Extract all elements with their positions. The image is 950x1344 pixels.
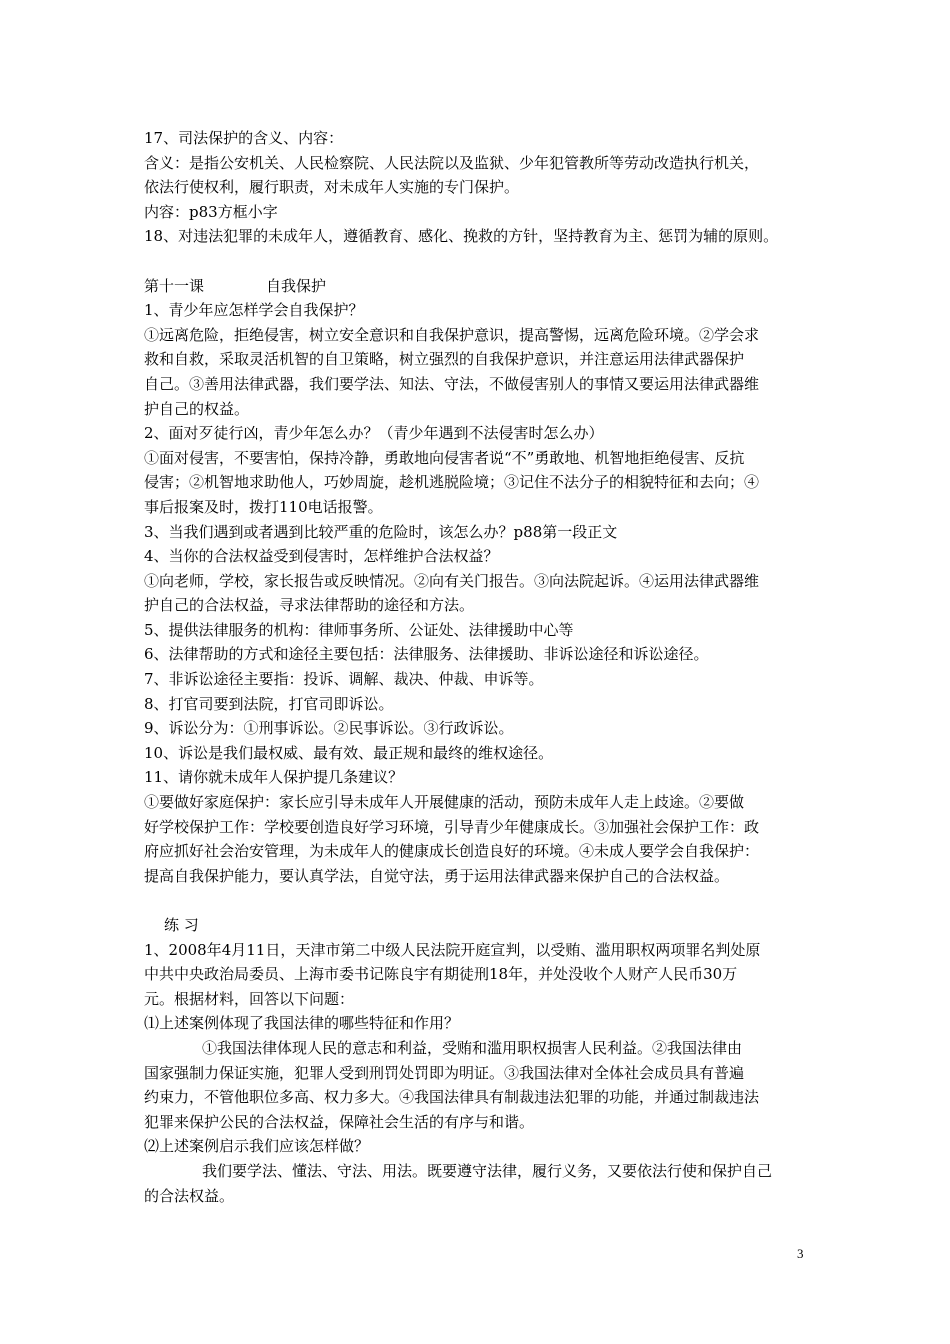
exercise-answer-2-line: 我们要学法、懂法、守法、用法。既要遵守法律，履行义务，又要依法行使和保护自己 [202, 1161, 773, 1180]
exercise-subquestion-2: ⑵上述案例启示我们应该怎样做？ [144, 1137, 370, 1156]
exercise-answer-1-line: 约束力，不管他职位多高、权力多大。④我国法律具有制裁违法犯罪的功能，并通过制裁违法 [144, 1088, 760, 1107]
exercise-answer-1-line: 犯罪来保护公民的合法权益，保障社会生活的有序与和谐。 [144, 1112, 535, 1131]
question-8: 8、打官司要到法院，打官司即诉讼。 [144, 694, 394, 713]
exercise-heading: 练 习 [164, 916, 199, 934]
exercise-material-line: 1、2008年4月11日，天津市第二中级人民法院开庭宣判，以受贿、滥用职权两项罪名判处原 [144, 940, 761, 959]
lesson-number: 第十一课 [144, 276, 205, 295]
question-5: 5、提供法律服务的机构：律师事务所、公证处、法律援助中心等 [144, 620, 574, 639]
blank-line [144, 888, 814, 913]
answer-1-line: 救和自救，采取灵活机智的自卫策略，树立强烈的自我保护意识，并注意运用法律武器保护 [144, 350, 745, 369]
question-6: 6、法律帮助的方式和途径主要包括：法律服务、法律援助、非诉讼途径和诉讼途径。 [144, 645, 709, 664]
exercise-answer-1-line: ①我国法律体现人民的意志和利益，受贿和滥用职权损害人民利益。②我国法律由 [202, 1038, 743, 1057]
answer-11-line: ①要做好家庭保护：家长应引导未成年人开展健康的活动，预防未成年人走上歧途。②要做 [144, 793, 745, 812]
question-1: 1、青少年应怎样学会自我保护？ [144, 301, 364, 320]
answer-2-line: 侵害；②机智地求助他人，巧妙周旋，趁机逃脱险境；③记住不法分子的相貌特征和去向；④ [144, 473, 760, 492]
question-9: 9、诉讼分为：①刑事诉讼。②民事诉讼。③行政诉讼。 [144, 719, 514, 738]
answer-1-line: ①远离危险，拒绝侵害，树立安全意识和自我保护意识，提高警惕，远离危险环境。②学会求 [144, 325, 760, 344]
section-17-content: 内容：p83方框小字 [144, 202, 278, 221]
answer-4-line: ①向老师，学校，家长报告或反映情况。②向有关门报告。③向法院起诉。④运用法律武器维 [144, 571, 760, 590]
answer-11-line: 府应抓好社会治安管理，为未成年人的健康成长创造良好的环境。④未成人要学会自我保护： [144, 842, 760, 861]
exercise-material-line: 中共中央政治局委员、上海市委书记陈良宇有期徒刑18年，并处没收个人财产人民币30万 [144, 965, 738, 984]
answer-2-line: 事后报案及时，拨打110电话报警。 [144, 497, 383, 516]
answer-2-line: ①面对侵害，不要害怕，保持冷静，勇敢地向侵害者说“不”勇敢地、机智地拒绝侵害、反抗 [144, 448, 745, 467]
answer-4-line: 护自己的合法权益，寻求法律帮助的途径和方法。 [144, 596, 475, 615]
exercise-subquestion-1: ⑴上述案例体现了我国法律的哪些特征和作用？ [144, 1014, 460, 1033]
section-17-meaning-line-2: 依法行使权利，履行职责，对未成年人实施的专门保护。 [144, 178, 520, 197]
section-17-meaning-line-1: 含义：是指公安机关、人民检察院、人民法院以及监狱、少年犯管教所等劳动改造执行机关， [144, 153, 760, 172]
page-number: 3 [797, 1246, 804, 1261]
exercise-material-line: 元。根据材料，回答以下问题： [144, 989, 355, 1008]
question-10: 10、诉讼是我们最权威、最有效、最正规和最终的维权途径。 [144, 743, 554, 762]
question-2: 2、面对歹徒行凶，青少年怎么办？（青少年遇到不法侵害时怎么办） [144, 424, 604, 443]
answer-1-line: 护自己的权益。 [144, 399, 250, 418]
blank-line [144, 249, 814, 274]
answer-11-line: 提高自我保护能力，要认真学法，自觉守法，勇于运用法律武器来保护自己的合法权益。 [144, 866, 730, 885]
question-4: 4、当你的合法权益受到侵害时，怎样维护合法权益？ [144, 547, 499, 566]
exercise-answer-2-line: 的合法权益。 [144, 1186, 235, 1205]
question-11: 11、请你就未成年人保护提几条建议？ [144, 768, 404, 787]
lesson-topic: 自我保护 [266, 276, 327, 295]
exercise-answer-1-line: 国家强制力保证实施，犯罪人受到刑罚处罚即为明证。③我国法律对全体社会成员具有普遍 [144, 1063, 745, 1082]
document-body [144, 126, 814, 1208]
answer-1-line: 自己。③善用法律武器，我们要学法、知法、守法，不做侵害别人的事情又要运用法律武器维 [144, 374, 760, 393]
section-17-title: 17、司法保护的含义、内容： [144, 129, 344, 147]
answer-11-line: 好学校保护工作：学校要创造良好学习环境，引导青少年健康成长。③加强社会保护工作：政 [144, 817, 760, 836]
question-3: 3、当我们遇到或者遇到比较严重的危险时，该怎么办？p88第一段正文 [144, 522, 618, 541]
question-7: 7、非诉讼途径主要指：投诉、调解、裁决、仲裁、申诉等。 [144, 670, 544, 689]
section-18: 18、对违法犯罪的未成年人，遵循教育、感化、挽救的方针，坚持教育为主、惩罚为辅的原则。 [144, 227, 779, 246]
lesson-heading [144, 274, 814, 299]
